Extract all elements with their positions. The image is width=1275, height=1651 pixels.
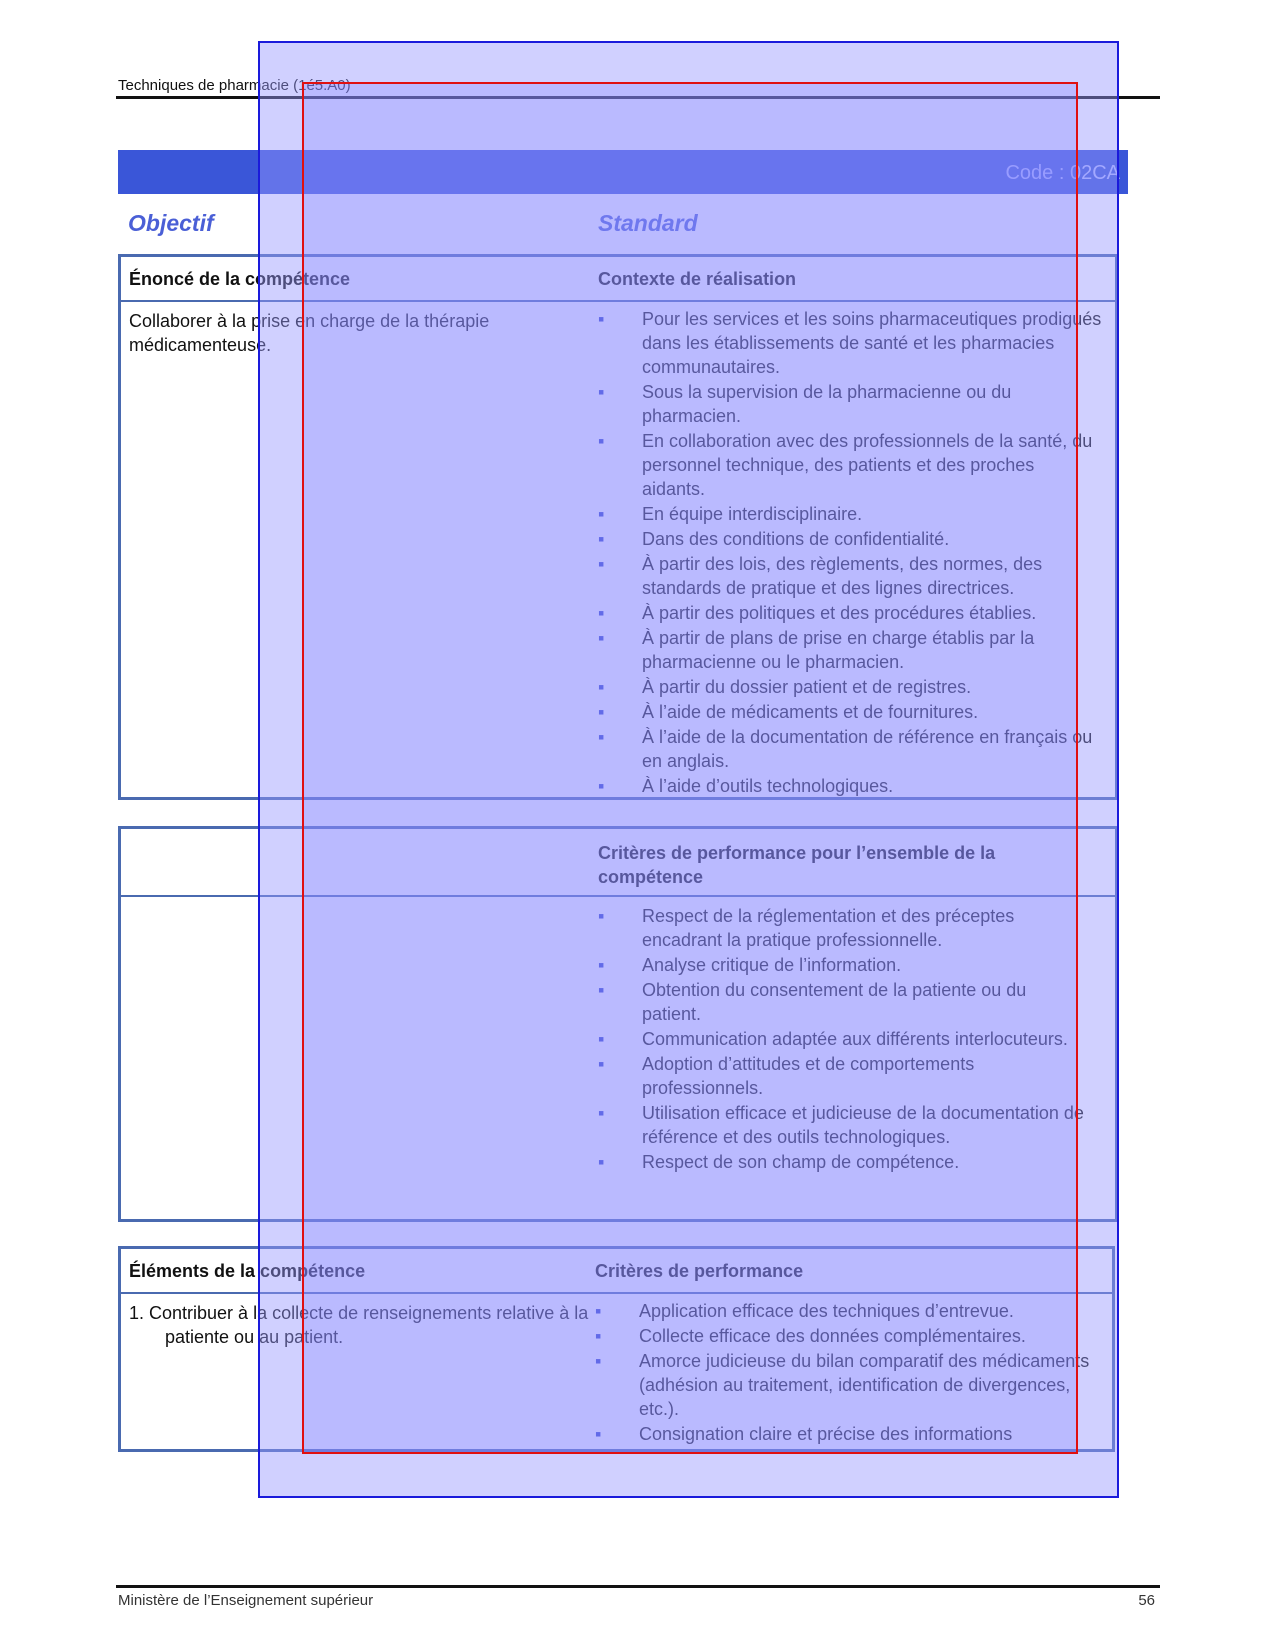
list-item: ▪ Amorce judicieuse du bilan comparatif des médicaments (adhésion au traitement, identification de divergences, etc.). (595, 1349, 1105, 1421)
list-item: ▪ À partir des politiques et des procédures établies. (598, 601, 1102, 625)
list-item: ▪ Obtention du consentement de la patiente ou du patient. (598, 978, 1088, 1026)
list-item: ▪ À partir du dossier patient et de registres. (598, 675, 1102, 699)
list-item: ▪ Respect de son champ de compétence. (598, 1150, 1088, 1174)
list-item: ▪ À l’aide de médicaments et de fournitures. (598, 700, 1102, 724)
list-item: ▪ En équipe interdisciplinaire. (598, 502, 1102, 526)
list-item: ▪ À l’aide de la documentation de référence en français ou en anglais. (598, 725, 1102, 773)
list-item: ▪ Utilisation efficace et judicieuse de la documentation de référence et des outils technologiques. (598, 1101, 1088, 1149)
standard-title: Standard (598, 210, 698, 236)
list-item: ▪ Collecte efficace des données complémentaires. (595, 1324, 1105, 1348)
contexte-heading: Contexte de réalisation (598, 269, 797, 289)
list-item: ▪ Adoption d’attitudes et de comportements professionnels. (598, 1052, 1088, 1100)
list-item: ▪ À partir des lois, des règlements, des normes, des standards de pratique et des lignes directrices. (598, 552, 1102, 600)
footer-ministry: Ministère de l’Enseignement supérieur (118, 1592, 374, 1609)
list-item: ▪ Respect de la réglementation et des préceptes encadrant la pratique professionnelle. (598, 904, 1088, 952)
element-1: 1. Contribuer à la collecte de renseignements relative à la patiente ou au patient. (129, 1303, 589, 1347)
enonce-text: Collaborer à la prise en charge de la thérapie médicamenteuse. (129, 311, 490, 355)
elements-heading: Éléments de la compétence (129, 1261, 366, 1281)
list-item: ▪ À l’aide d’outils technologiques. (598, 774, 1102, 798)
list-item: ▪ À partir de plans de prise en charge établis par la pharmacienne ou le pharmacien. (598, 626, 1102, 674)
list-item: ▪ Dans des conditions de confidentialité. (598, 527, 1102, 551)
criteres-ensemble-heading: Critères de performance pour l’ensemble de la compétence (598, 843, 996, 887)
competency-code: Code : 02CA (1005, 162, 1120, 184)
list-item: ▪ En collaboration avec des professionnels de la santé, du personnel technique, des patients et des proches aidants. (598, 429, 1102, 501)
selection-overlay-inner (302, 82, 1078, 1454)
objectif-title: Objectif (128, 210, 214, 236)
enonce-heading: Énoncé de la compétence (129, 269, 351, 289)
document-header: Techniques de pharmacie (1é5.A0) (118, 77, 351, 94)
footer-rule (116, 1585, 1160, 1588)
list-item: ▪ Consignation claire et précise des informations (595, 1422, 1105, 1446)
list-item: ▪ Application efficace des techniques d’entrevue. (595, 1299, 1105, 1323)
page-number: 56 (1138, 1592, 1155, 1609)
criteres-heading: Critères de performance (595, 1261, 804, 1281)
list-item: ▪ Analyse critique de l’information. (598, 953, 1088, 977)
list-item: ▪ Sous la supervision de la pharmacienne ou du pharmacien. (598, 380, 1102, 428)
list-item: ▪ Pour les services et les soins pharmaceutiques prodigués dans les établissements de santé et les pharmacies communautaires. (598, 307, 1102, 379)
list-item: ▪ Communication adaptée aux différents interlocuteurs. (598, 1027, 1088, 1051)
